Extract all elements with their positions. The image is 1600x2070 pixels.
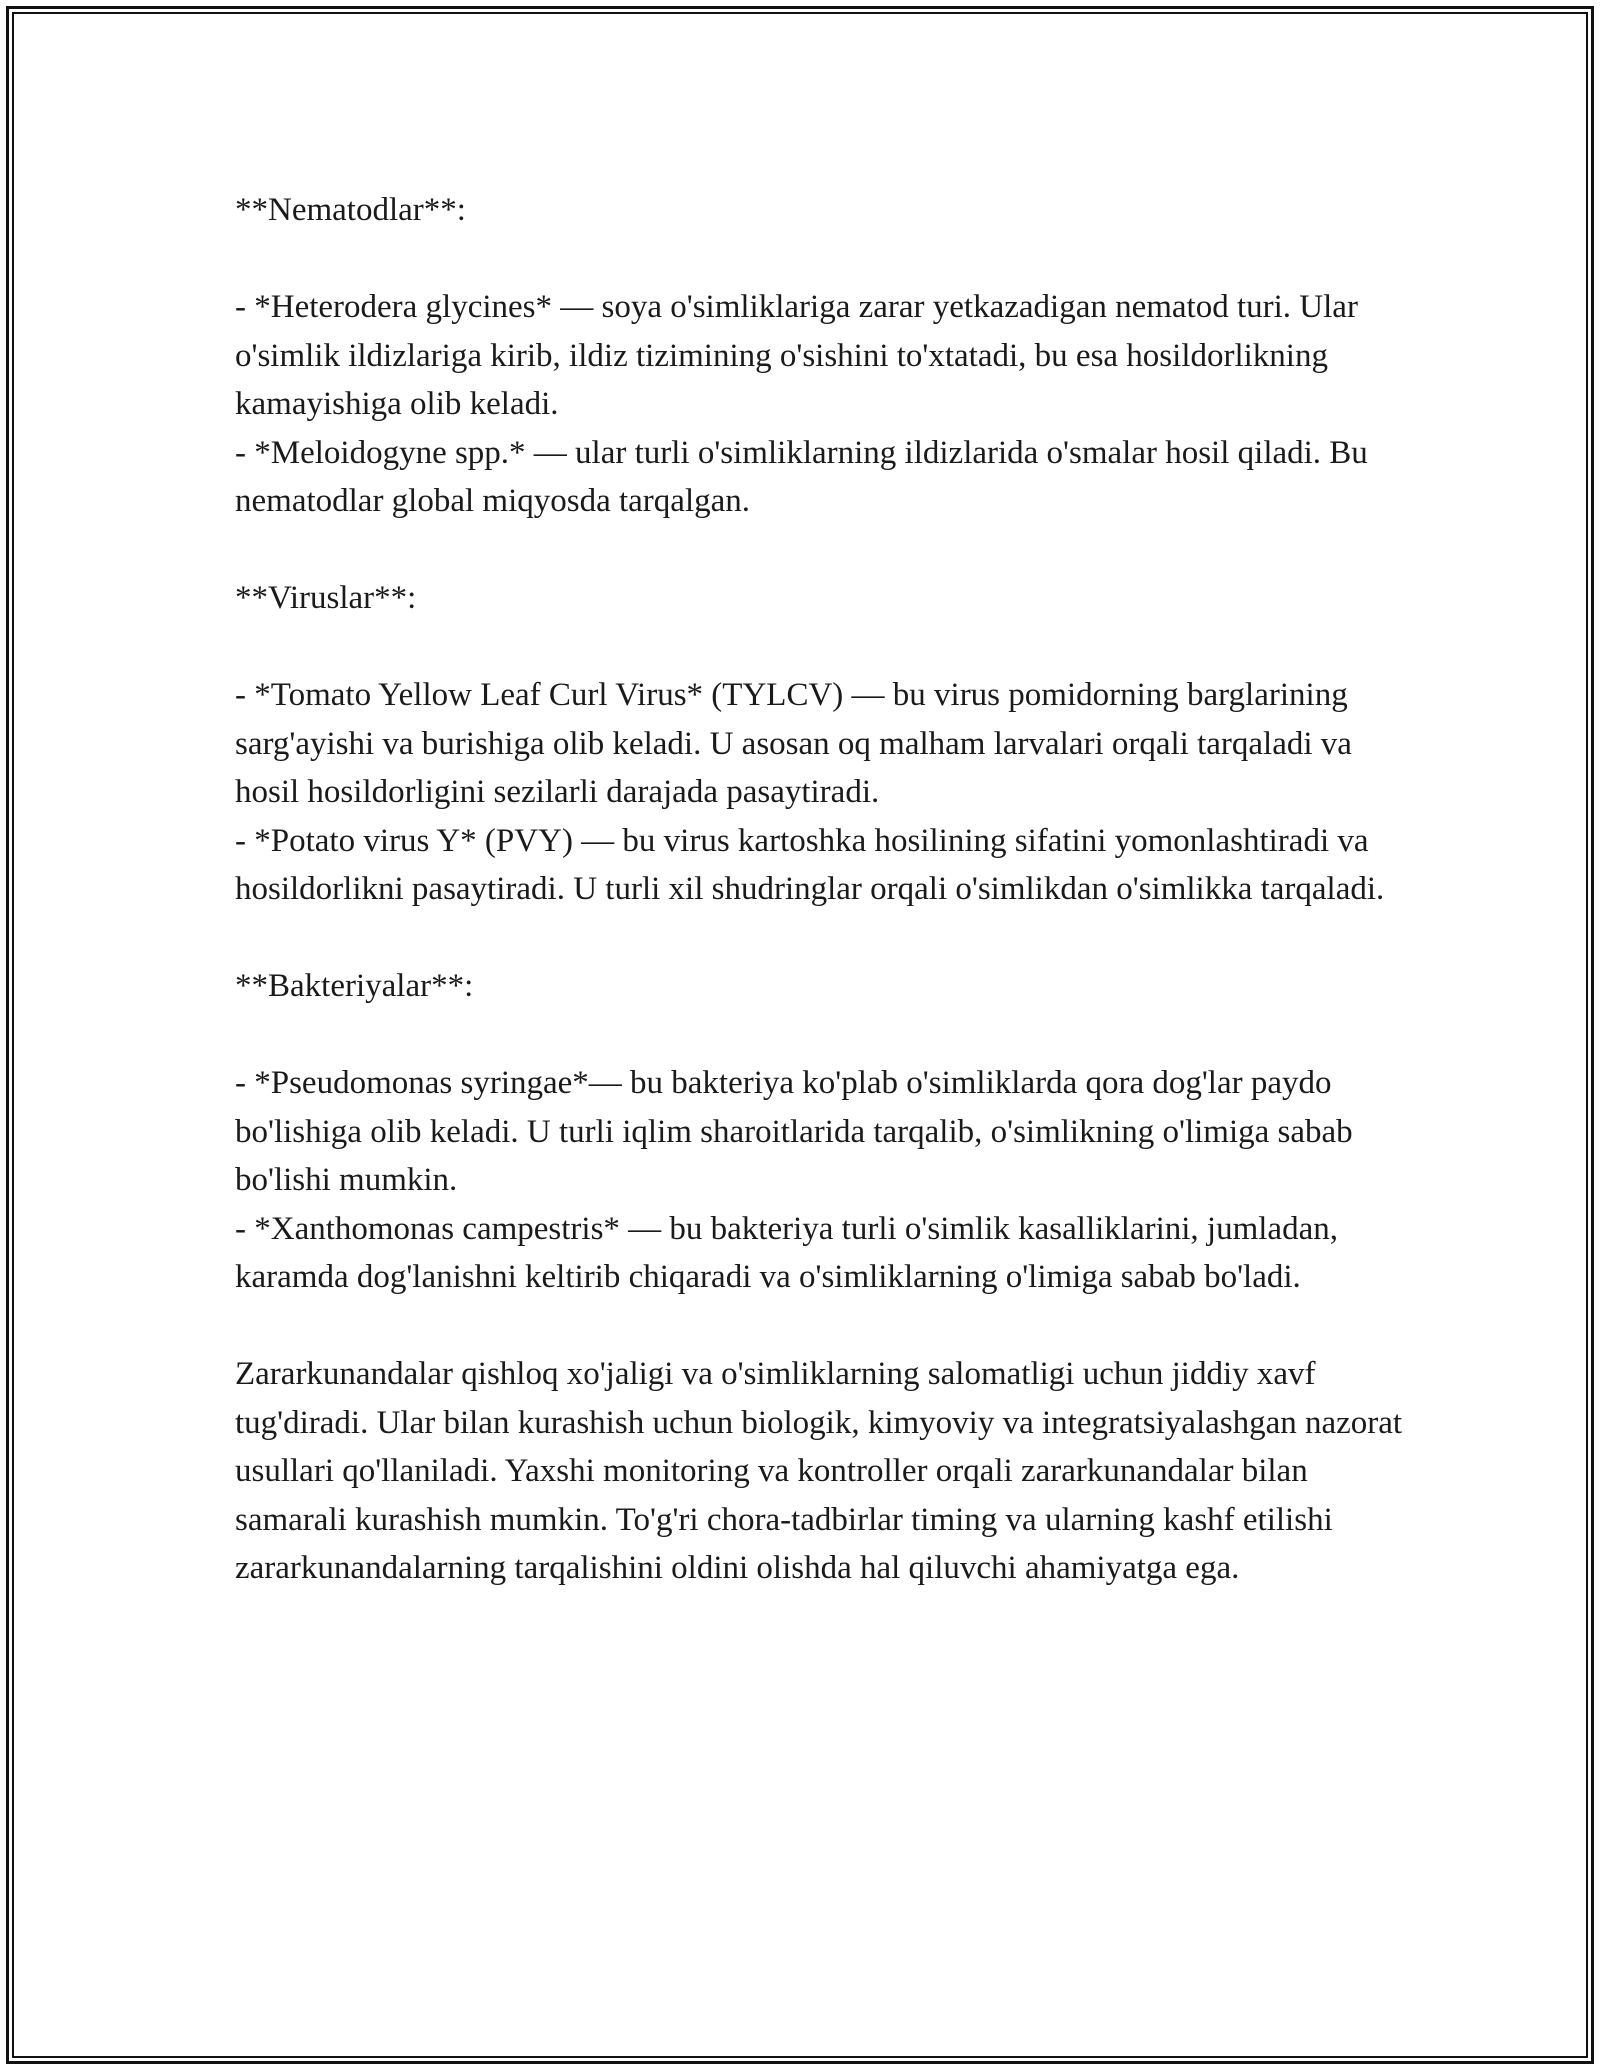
section-heading-bacteria: **Bakteriyalar**: (235, 968, 474, 1004)
section-heading-viruses: **Viruslar**: (235, 580, 417, 616)
spacer (235, 526, 1415, 575)
document-body (235, 186, 1415, 1593)
list-item: - *Pseudomonas syringae*— bu bakteriya ko'plab o'simliklarda qora dog'lar paydo bo'lishiga olib keladi. U turli iqlim sharoitlarida tarqalib, o'simlikning o'limiga sabab bo'lishi mumkin. (235, 1065, 1353, 1198)
conclusion-paragraph: Zararkunandalar qishloq xo'jaligi va o'simliklarning salomatligi uchun jiddiy xavf tug'diradi. Ular bilan kurashish uchun biologik, kimyoviy va integratsiyalashgan nazorat usullari qo'llaniladi. Yaxshi monitoring va kontroller orqali zararkunandalar bilan samarali kurashish mumkin. To'g'ri chora-tadbirlar timing va ularning kashf etilishi zararkunandalarning tarqalishini oldini olishda hal qiluvchi ahamiyatga ega. (235, 1356, 1403, 1586)
section-heading-nematodes: **Nematodlar**: (235, 192, 466, 228)
list-item: - *Heterodera glycines* — soya o'simliklariga zarar yetkazadigan nematod turi. Ular o'simlik ildizlariga kirib, ildiz tizimining o'sishini to'xtatadi, bu esa hosildorlikning kamayishiga olib keladi. (235, 289, 1358, 422)
list-item: - *Potato virus Y* (PVY) — bu virus kartoshka hosilining sifatini yomonlashtiradi va hosildorlikni pasaytiradi. U turli xil shudringlar orqali o'simlikdan o'simlikka tarqaladi. (235, 822, 1385, 907)
list-item: - *Tomato Yellow Leaf Curl Virus* (TYLCV) — bu virus pomidorning barglarining sarg'ayishi va burishiga olib keladi. U asosan oq malham larvalari orqali tarqaladi va hosil hosildorligini sezilarli darajada pasaytiradi. (235, 677, 1352, 810)
spacer (235, 1302, 1415, 1351)
list-item: - *Meloidogyne spp.* — ular turli o'simliklarning ildizlarida o'smalar hosil qiladi. Bu nematodlar global miqyosda tarqalgan. (235, 434, 1368, 519)
list-item: - *Xanthomonas campestris* — bu bakteriya turli o'simlik kasalliklarini, jumladan, karamda dog'lanishni keltirib chiqaradi va o'simliklarning o'limiga sabab bo'ladi. (235, 1210, 1338, 1295)
spacer (235, 914, 1415, 963)
